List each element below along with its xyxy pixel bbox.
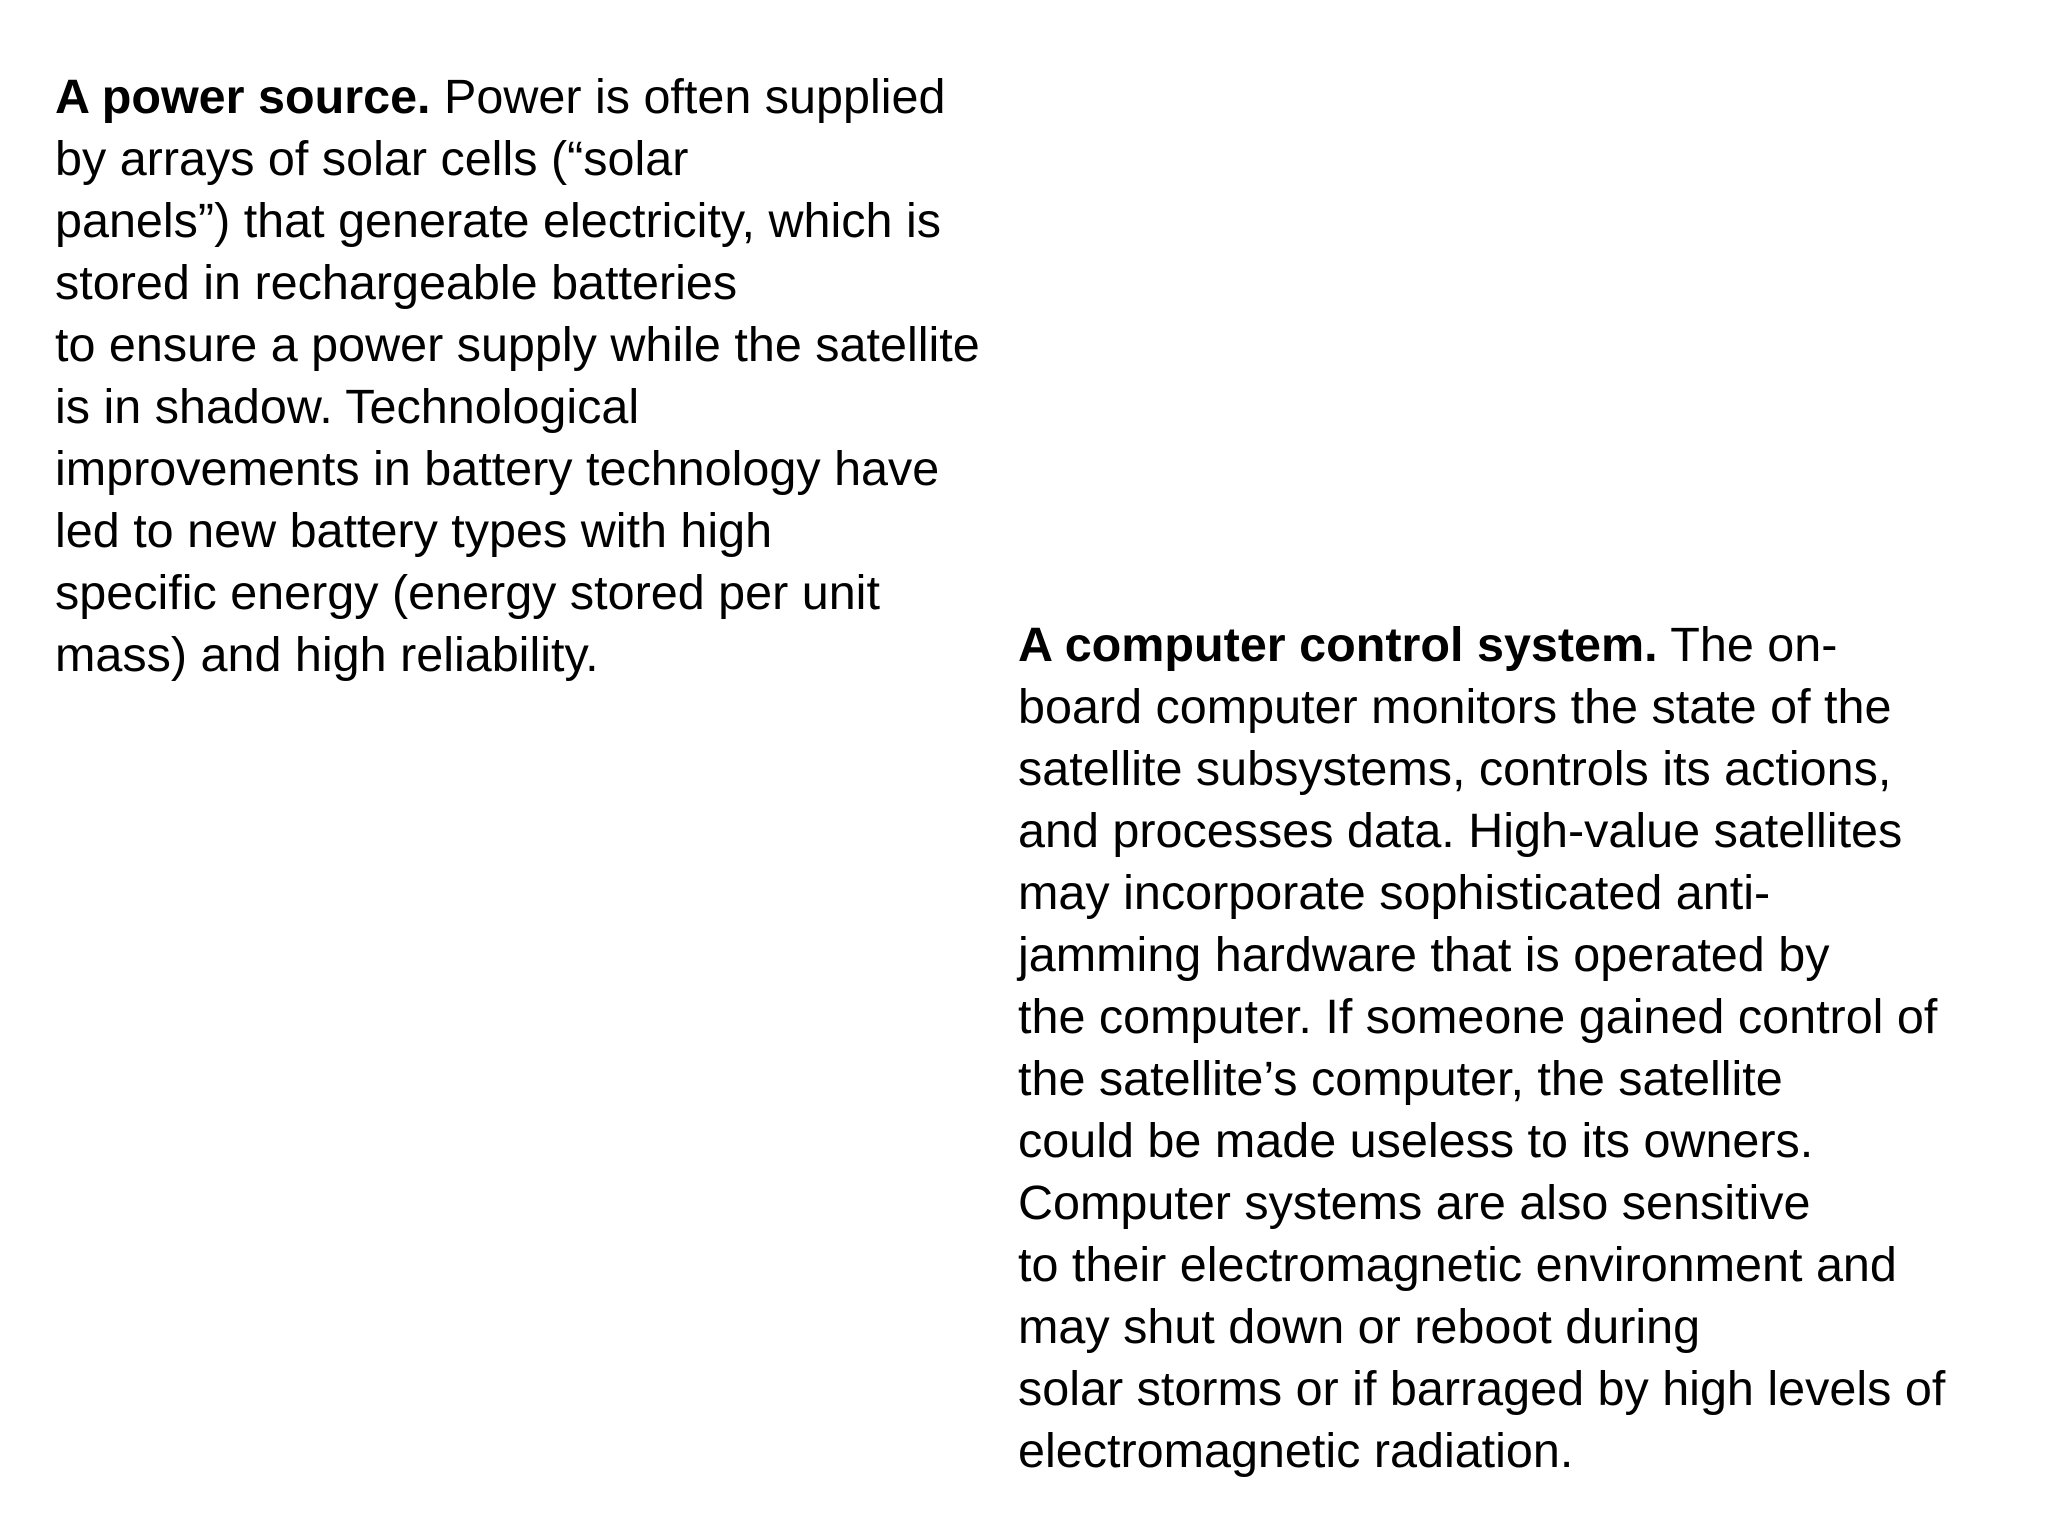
paragraph-line: led to new battery types with high — [55, 504, 773, 558]
paragraph-line: panels”) that generate electricity, which is — [55, 194, 941, 248]
paragraph-line: to ensure a power supply while the satellite — [55, 318, 980, 372]
paragraph-line — [1018, 614, 1945, 676]
paragraph-line: may incorporate sophisticated anti- — [1018, 866, 1771, 920]
paragraph-line: by arrays of solar cells (“solar — [55, 132, 689, 186]
paragraph-line — [55, 66, 980, 128]
paragraph-line: stored in rechargeable batteries — [55, 256, 738, 310]
paragraph-line: Computer systems are also sensitive — [1018, 1176, 1811, 1230]
paragraph-line: jamming hardware that is operated by — [1018, 928, 1830, 982]
paragraph-line: satellite subsystems, controls its actions, — [1018, 742, 1892, 796]
paragraph-line: and processes data. High-value satellites — [1018, 804, 1903, 858]
paragraph-line: improvements in battery technology have — [55, 442, 940, 496]
paragraph-line: solar storms or if barraged by high levels of — [1018, 1362, 1946, 1416]
paragraph-line: mass) and high reliability. — [55, 628, 599, 682]
paragraph-line: to their electromagnetic environment and — [1018, 1238, 1897, 1292]
paragraph-line: is in shadow. Technological — [55, 380, 640, 434]
paragraph-line: the satellite’s computer, the satellite — [1018, 1052, 1783, 1106]
paragraph-text: Power is often supplied — [430, 70, 946, 124]
paragraph-line: electromagnetic radiation. — [1018, 1424, 1574, 1478]
paragraph-line: board computer monitors the state of the — [1018, 680, 1892, 734]
computer-control-paragraph — [1018, 614, 1945, 1482]
paragraph-line: the computer. If someone gained control of — [1018, 990, 1938, 1044]
computer-control-heading: A computer control system. — [1018, 618, 1658, 672]
paragraph-line: specific energy (energy stored per unit — [55, 566, 880, 620]
paragraph-text: The on- — [1657, 618, 1838, 672]
power-source-paragraph — [55, 66, 980, 686]
power-source-heading: A power source. — [55, 70, 431, 124]
paragraph-line: could be made useless to its owners. — [1018, 1114, 1814, 1168]
paragraph-line: may shut down or reboot during — [1018, 1300, 1701, 1354]
